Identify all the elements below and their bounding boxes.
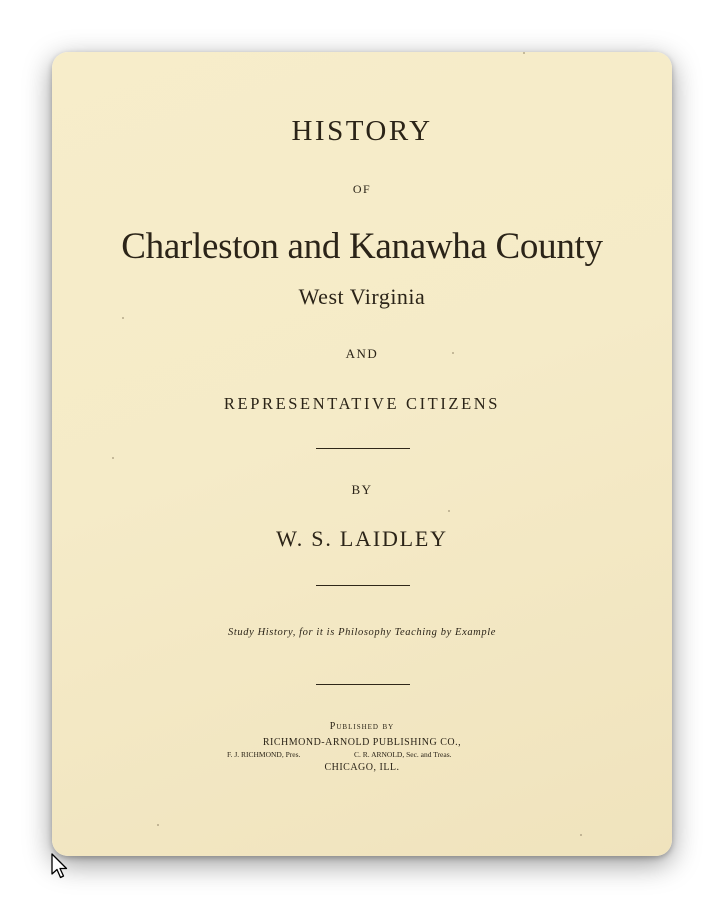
and-word: AND: [345, 346, 379, 361]
book-title-page: [52, 52, 672, 856]
paper-speck: [122, 317, 124, 319]
motto: Study History, for it is Philosophy Teaching by Example: [228, 627, 496, 638]
main-title: Charleston and Kanawha County: [121, 226, 603, 267]
paper-speck: [448, 510, 450, 512]
author-name: W. S. LAIDLEY: [276, 526, 448, 551]
paper-speck: [157, 824, 159, 826]
paper-speck: [580, 834, 582, 836]
published-by: Published by: [329, 721, 395, 732]
publisher-name: RICHMOND-ARNOLD PUBLISHING CO.,: [262, 737, 462, 748]
mouse-pointer-icon: [51, 853, 69, 879]
divider-rule: [316, 585, 410, 586]
of-word: OF: [352, 182, 372, 196]
divider-rule: [316, 448, 410, 449]
paper-speck: [112, 457, 114, 459]
subtitle: REPRESENTATIVE CITIZENS: [223, 394, 501, 413]
paper-speck: [523, 52, 525, 54]
officer-secretary: C. R. ARNOLD, Sec. and Treas.: [354, 750, 452, 759]
paper-speck: [452, 352, 454, 354]
officer-president: F. J. RICHMOND, Pres.: [227, 750, 301, 759]
publisher-city: CHICAGO, ILL.: [324, 762, 400, 773]
by-word: BY: [351, 482, 373, 497]
book-title: HISTORY: [291, 115, 433, 147]
divider-rule: [316, 684, 410, 685]
state-name: West Virginia: [298, 284, 426, 309]
